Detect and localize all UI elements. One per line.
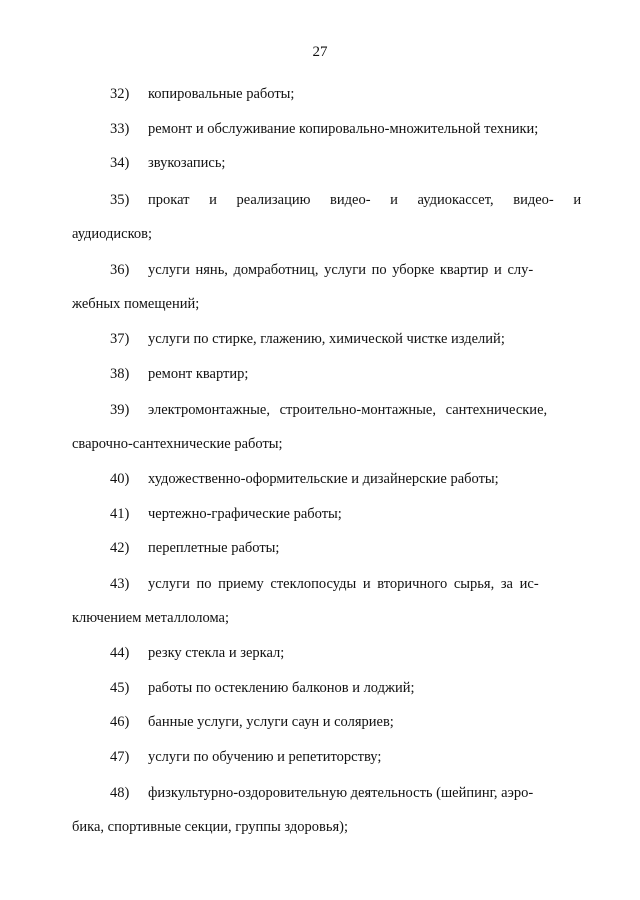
list-item bbox=[72, 146, 560, 180]
item-text: услуги по приему стеклопосуды и вторичного сырья, за ис- bbox=[148, 576, 539, 592]
list-item bbox=[72, 357, 560, 391]
list-item bbox=[72, 776, 560, 844]
list-item bbox=[72, 253, 560, 321]
item-text: работы по остеклению балконов и лоджий; bbox=[148, 680, 415, 696]
item-text: услуги по обучению и репетиторству; bbox=[148, 749, 382, 765]
item-number: 39) bbox=[110, 402, 130, 418]
item-number: 45) bbox=[110, 680, 130, 696]
item-text: прокат и реализацию видео- и аудиокассет, видео- и bbox=[148, 192, 582, 208]
item-text: электромонтажные, строительно-монтажные, сантехнические, bbox=[148, 402, 548, 418]
list-item bbox=[72, 531, 560, 565]
item-text-continued: бика, спортивные секции, группы здоровья); bbox=[72, 819, 349, 835]
list-item bbox=[72, 112, 560, 146]
list-item bbox=[72, 497, 560, 531]
item-text-continued: аудиодисков; bbox=[72, 226, 153, 242]
item-number: 40) bbox=[110, 471, 130, 487]
item-text: банные услуги, услуги саун и соляриев; bbox=[148, 714, 394, 730]
item-text: услуги нянь, домработниц, услуги по уборке квартир и слу- bbox=[148, 262, 534, 278]
item-number: 37) bbox=[110, 331, 130, 347]
list-item bbox=[72, 462, 560, 496]
item-number: 34) bbox=[110, 155, 130, 171]
item-text: звукозапись; bbox=[148, 155, 226, 171]
item-text: копировальные работы; bbox=[148, 86, 295, 102]
item-text: услуги по стирке, глажению, химической чистке изделий; bbox=[148, 331, 505, 347]
item-text: чертежно-графические работы; bbox=[148, 506, 342, 522]
item-number: 36) bbox=[110, 262, 130, 278]
item-text-continued: сварочно-сантехнические работы; bbox=[72, 436, 283, 452]
item-text: резку стекла и зеркал; bbox=[148, 645, 285, 661]
list-item bbox=[72, 636, 560, 670]
item-number: 32) bbox=[110, 86, 130, 102]
item-number: 46) bbox=[110, 714, 130, 730]
list-item bbox=[72, 183, 582, 251]
item-number: 44) bbox=[110, 645, 130, 661]
item-number: 43) bbox=[110, 576, 130, 592]
item-text-continued: ключением металлолома; bbox=[72, 610, 230, 626]
item-text-continued: жебных помещений; bbox=[72, 296, 200, 312]
item-number: 42) bbox=[110, 540, 130, 556]
list-item bbox=[72, 393, 560, 461]
list-item bbox=[72, 322, 560, 356]
item-text: художественно-оформительские и дизайнерские работы; bbox=[148, 471, 499, 487]
item-number: 41) bbox=[110, 506, 130, 522]
item-text: физкультурно-оздоровительную деятельность (шейпинг, аэро- bbox=[148, 785, 534, 801]
list-item bbox=[72, 671, 560, 705]
item-number: 38) bbox=[110, 366, 130, 382]
item-text: ремонт и обслуживание копировально-множительной техники; bbox=[148, 121, 539, 137]
list-item bbox=[72, 567, 560, 635]
list-item bbox=[72, 740, 560, 774]
item-number: 35) bbox=[110, 192, 130, 208]
item-number: 33) bbox=[110, 121, 130, 137]
item-text: ремонт квартир; bbox=[148, 366, 249, 382]
item-number: 47) bbox=[110, 749, 130, 765]
list-item bbox=[72, 77, 560, 111]
list-item bbox=[72, 705, 560, 739]
item-text: переплетные работы; bbox=[148, 540, 280, 556]
item-number: 48) bbox=[110, 785, 130, 801]
page-number: 27 bbox=[312, 44, 328, 60]
